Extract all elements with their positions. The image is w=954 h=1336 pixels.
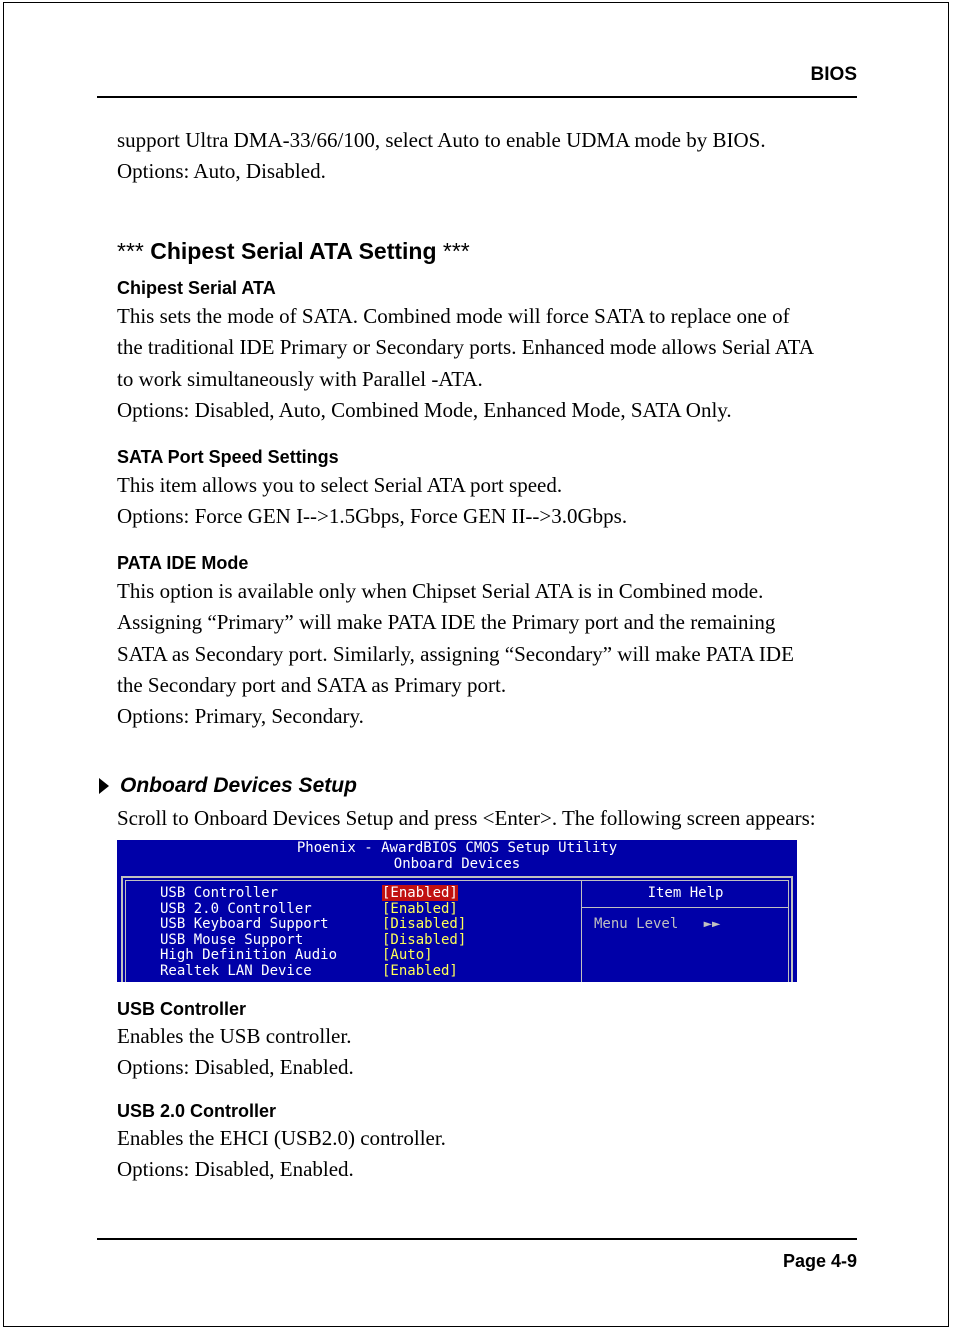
bios-help-divider [582,907,789,908]
section-stars-right: *** [442,238,470,264]
header-title: BIOS [810,64,857,85]
bios-option-label[interactable]: USB 2.0 Controller [160,900,312,917]
footer-rule [97,1238,857,1240]
item-line: Enables the EHCI (USB2.0) controller. [117,1126,446,1150]
double-arrow-icon: ►► [703,916,721,932]
item-line: This sets the mode of SATA. Combined mode will force SATA to replace one of [117,304,790,328]
section-heading [117,238,470,265]
subsection-title: Onboard Devices Setup [120,774,357,797]
section-stars-left: *** [117,238,144,264]
item-heading: PATA IDE Mode [117,553,249,573]
bios-option-value[interactable]: [Disabled] [382,931,467,948]
bios-title: Phoenix - AwardBIOS CMOS Setup Utility [296,840,618,856]
item-line: Enables the USB controller. [117,1024,352,1048]
item-body [117,1021,354,1084]
item-line: This option is available only when Chipset Serial ATA is in Combined mode. [117,579,764,603]
item-options: Options: Disabled, Enabled. [117,1055,354,1080]
intro-line: support Ultra DMA-33/66/100, select Auto to enable UDMA mode by BIOS. [117,128,766,152]
bios-option-label[interactable]: USB Mouse Support [160,931,304,948]
item-line: the traditional IDE Primary or Secondary ports. Enhanced mode allows Serial ATA [117,335,814,360]
item-heading: USB 2.0 Controller [117,1101,277,1121]
header-rule [97,96,857,98]
bios-menu-level-label: Menu Level [594,916,679,932]
bios-option-label[interactable]: USB Keyboard Support [160,916,329,932]
intro-options: Options: Auto, Disabled. [117,159,326,184]
item-body [117,301,814,426]
item-line: SATA as Secondary port. Similarly, assigning “Secondary” will make PATA IDE [117,641,794,666]
bios-selected-value[interactable]: [Enabled] [382,885,458,901]
bios-option-value[interactable]: [Auto] [382,947,433,963]
bios-option-value[interactable]: [Disabled] [382,916,467,932]
item-heading: Chipest Serial ATA [117,278,276,298]
bios-option-label[interactable]: High Definition Audio [160,947,338,963]
section-title: Chipest Serial ATA Setting [150,238,437,264]
bios-help-title: Item Help [647,885,724,901]
item-heading: SATA Port Speed Settings [117,447,339,467]
bios-option-value[interactable] [382,886,458,902]
item-body [117,576,794,732]
page-number: Page 4-9 [782,1251,857,1271]
triangle-bullet-icon [99,778,109,794]
subsection-heading [99,774,357,798]
intro-paragraph [117,125,766,188]
subsection-intro: Scroll to Onboard Devices Setup and press <Enter>. The following screen appears: [117,806,816,830]
item-body [117,1123,446,1186]
item-line: the Secondary port and SATA as Primary port. [117,672,507,697]
bios-option-value[interactable]: [Enabled] [382,962,458,979]
item-line: Assigning “Primary” will make PATA IDE the Primary port and the remaining [117,610,776,635]
item-line: to work simultaneously with Parallel -ATA. [117,366,483,391]
item-options: Options: Force GEN I-->1.5Gbps, Force GEN II-->3.0Gbps. [117,504,628,529]
item-body [117,470,627,533]
item-options: Options: Disabled, Enabled. [117,1157,354,1182]
bios-menu-level [594,916,720,932]
bios-subtitle: Onboard Devices [393,856,521,872]
bios-option-label[interactable]: Realtek LAN Device [160,962,312,979]
item-line: This item allows you to select Serial ATA port speed. [117,473,563,497]
item-heading: USB Controller [117,999,247,1019]
bios-option-value[interactable]: [Enabled] [382,900,458,917]
bios-option-label[interactable]: USB Controller [160,885,279,901]
bios-screen [117,840,797,982]
item-options: Options: Disabled, Auto, Combined Mode, Enhanced Mode, SATA Only. [117,397,732,422]
item-options: Options: Primary, Secondary. [117,704,364,729]
